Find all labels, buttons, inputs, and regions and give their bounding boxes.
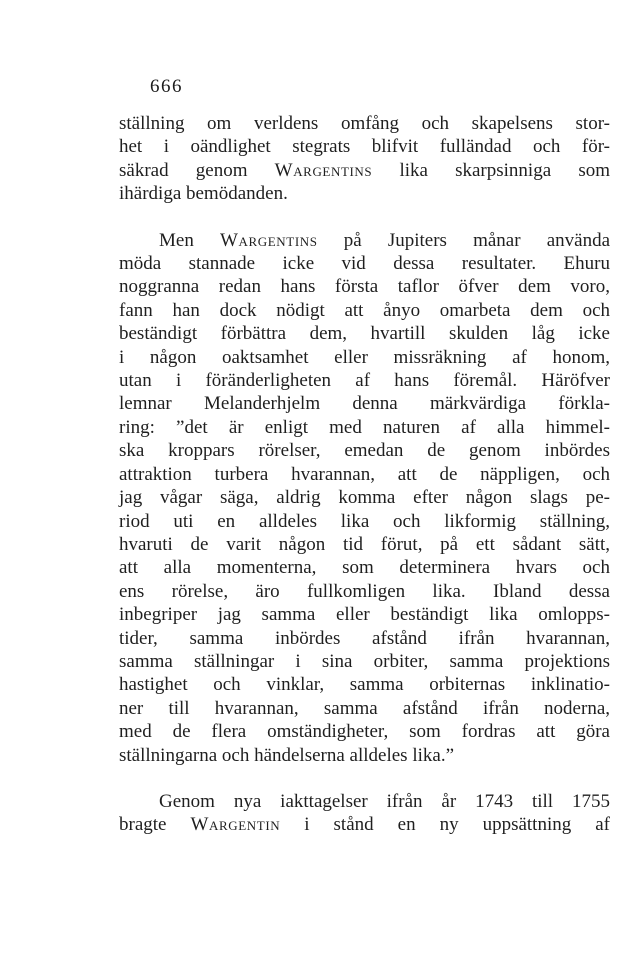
text-segment: Men [159, 229, 220, 251]
text-block [119, 112, 610, 837]
text-line [119, 112, 610, 135]
text-segment: hvaruti de varit någon tid förut, på ett sådant sätt, [119, 533, 610, 555]
text-segment: utan i föränderligheten af hans föremål. Häröfver [119, 370, 610, 392]
text-segment: noggranna redan hans första taflor öfver dem voro, [119, 276, 610, 298]
text-segment: ställningarna och händelserna alldeles lika.” [119, 744, 455, 766]
text-segment: ställning om verldens omfång och skapelsens stor- [119, 113, 610, 134]
text-segment: Genom nya iakttagelser ifrån år 1743 till 1755 [159, 790, 610, 812]
text-line [119, 650, 610, 673]
text-segment: bragte [119, 814, 191, 836]
text-segment: inbegriper jag samma eller beständigt lika omlopps- [119, 604, 610, 626]
text-line [119, 673, 610, 696]
text-segment: ska kroppars rörelser, emedan de genom inbördes [119, 440, 610, 462]
paragraph [119, 790, 610, 837]
text-line [119, 416, 610, 439]
text-segment: ens rörelse, äro fullkomligen lika. Ibland dessa [119, 580, 610, 602]
text-line [119, 463, 610, 486]
text-line [119, 556, 610, 579]
paragraph [119, 229, 610, 767]
text-line [119, 229, 610, 252]
text-segment: på Jupiters månar använda [317, 229, 611, 251]
text-segment: ring: ”det är enligt med naturen af alla himmel- [119, 416, 610, 438]
text-line [119, 346, 610, 369]
page-number: 666 [150, 76, 183, 97]
text-line [119, 299, 610, 322]
text-line [119, 580, 610, 603]
text-segment: lika skarpsinniga som [372, 159, 610, 181]
text-segment: ihärdiga bemödanden. [119, 183, 288, 205]
text-segment: hastighet och vinklar, samma orbiternas inklinatio- [119, 674, 610, 696]
text-line [119, 369, 610, 392]
text-segment: ner till hvarannan, samma afstånd ifrån noderna, [119, 697, 610, 719]
text-line [119, 486, 610, 509]
text-segment: het i oändlighet stegrats blifvit fulländad och för- [119, 136, 610, 158]
smallcaps-name: Wargentin [190, 814, 281, 836]
text-line [119, 159, 610, 182]
text-line [119, 533, 610, 556]
text-line [119, 182, 610, 205]
text-segment: lemnar Melanderhjelm denna märkvärdiga förkla- [119, 393, 610, 415]
text-segment: samma ställningar i sina orbiter, samma projektions [119, 650, 610, 672]
text-line [119, 697, 610, 720]
text-segment: i stånd en ny uppsättning af [280, 814, 610, 836]
text-line [119, 813, 610, 836]
text-line [119, 252, 610, 275]
text-segment: riod uti en alldeles lika och likformig ställning, [119, 510, 610, 532]
text-segment: jag vågar säga, aldrig komma efter någon slags pe- [119, 487, 610, 509]
text-line [119, 510, 610, 533]
text-line [119, 322, 610, 345]
text-segment: attraktion turbera hvarannan, att de näppligen, och [119, 463, 610, 485]
text-segment: tider, samma inbördes afstånd ifrån hvarannan, [119, 627, 610, 649]
text-line [119, 392, 610, 415]
text-line [119, 439, 610, 462]
text-line [119, 627, 610, 650]
text-segment: fann han dock nödigt att ånyo omarbeta dem och [119, 299, 610, 321]
text-line [119, 720, 610, 743]
paragraph [119, 112, 610, 206]
text-line [119, 790, 610, 813]
text-segment: med de flera omständigheter, som fordras att göra [119, 721, 610, 743]
text-line [119, 603, 610, 626]
text-segment: säkrad genom [119, 159, 275, 181]
smallcaps-name: Wargentins [274, 159, 373, 181]
text-segment: beständigt förbättra dem, hvartill skulden låg icke [119, 323, 610, 345]
text-segment: i någon oaktsamhet eller missräkning af honom, [119, 346, 610, 368]
text-segment: att alla momenterna, som determinera hvars och [119, 557, 610, 579]
smallcaps-name: Wargentins [219, 229, 318, 251]
text-line [119, 744, 610, 767]
text-line [119, 275, 610, 298]
text-line [119, 135, 610, 158]
text-segment: möda stannade icke vid dessa resultater. Ehuru [119, 253, 610, 275]
